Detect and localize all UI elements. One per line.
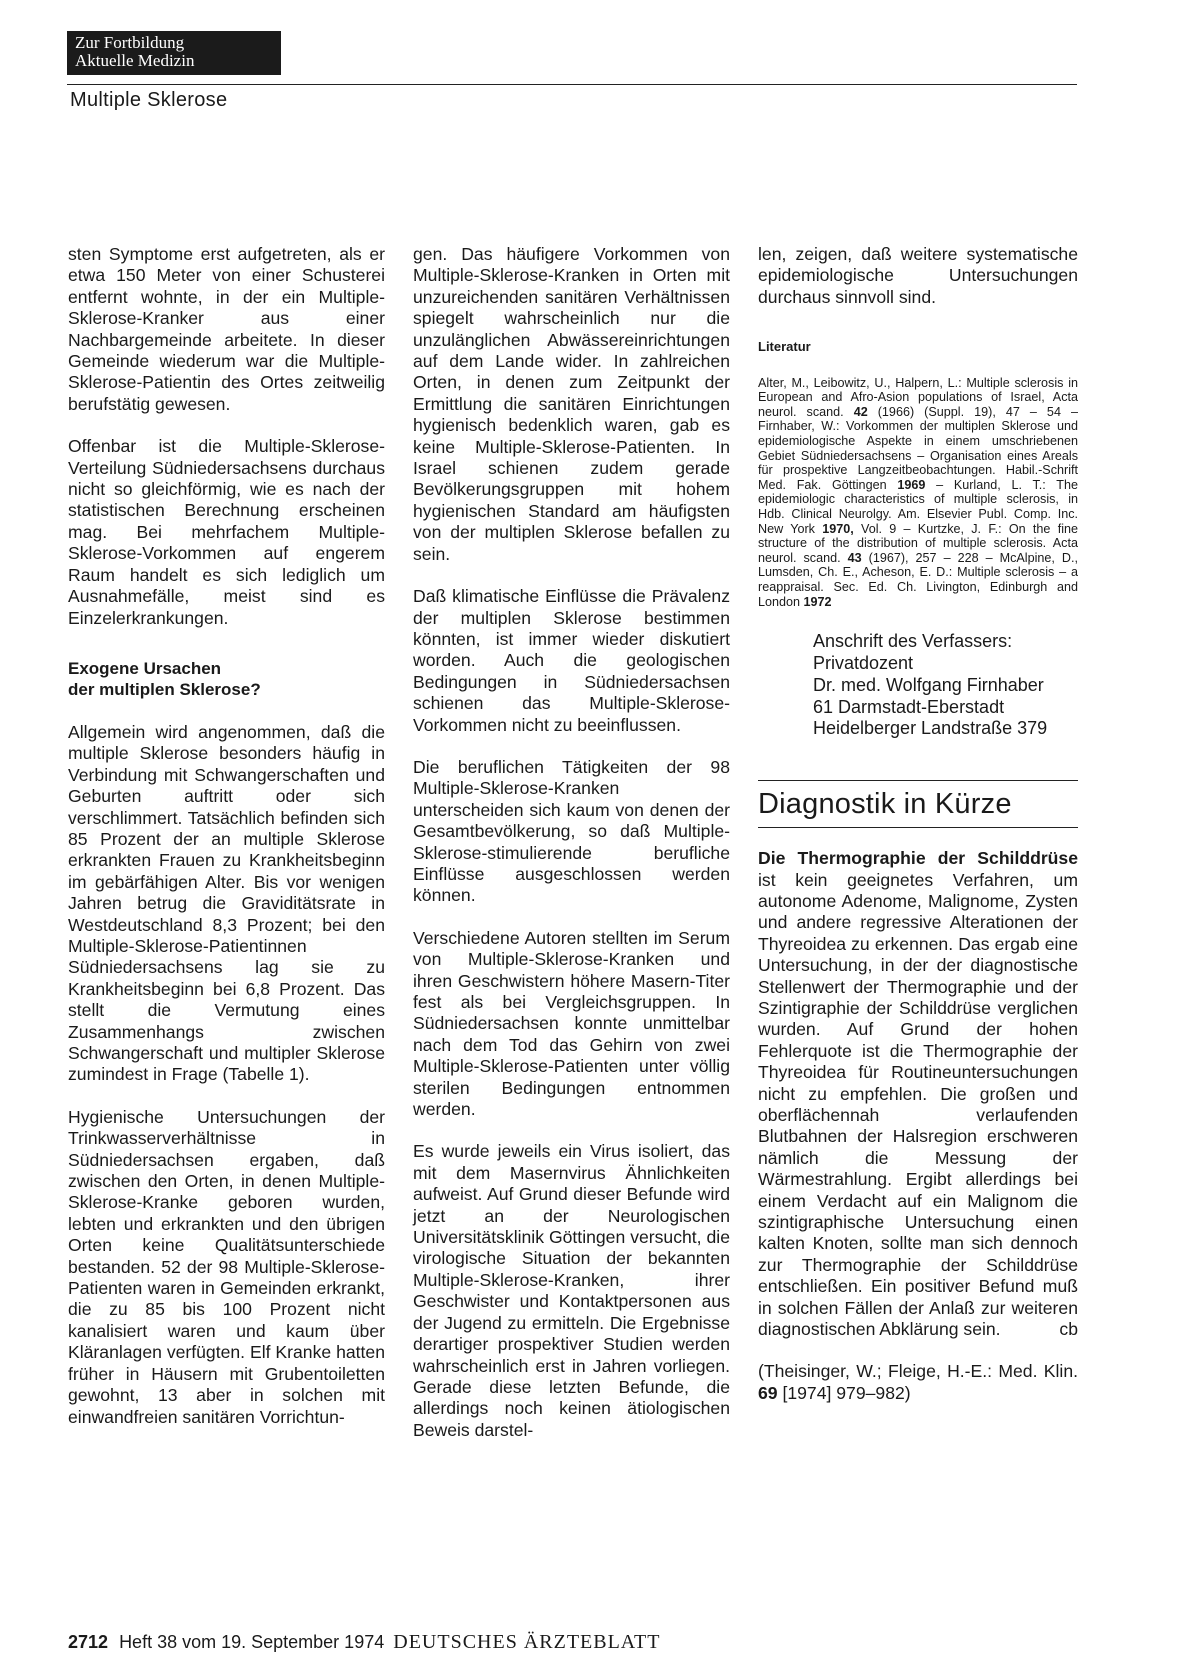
paragraph: gen. Das häufigere Vorkommen von Multiple-Sklerose-Kranken in Orten mit unzureichenden sanitären Verhältnissen spiegelt wahrscheinlich nur die unzulänglichen Abwässereinrichtungen auf dem Lande wider. In zahlreichen Orten, in denen zum Zeitpunkt der Ermittlung die sanitären Einrichtungen hygienisch bedenklich waren, gab es keine Multiple-Sklerose-Patienten. In Israel schienen zudem gerade Bevölkerungsgruppen mit hohem hygienischen Standard am häufigsten von der multiplen Sklerose befallen zu sein. [413,244,730,564]
column-1 [68,244,385,1449]
header-rule [67,84,1077,85]
column-2 [413,244,730,1462]
ref-text: (1967), 257 – 228 – McAlpine, D., Lumsden, Ch. E., Acheson, E. D.: Multiple sclerosis – a reappraisal. Sec. Ed. Ch. Livington, Edinburgh and London [758,550,1078,609]
author-address [813,631,1078,740]
diagnostik-lead: Die Thermographie der Schilddrüse [758,848,1078,869]
box-rule-bottom [758,827,1078,828]
issue-info: Heft 38 vom 19. September 1974 [119,1632,385,1652]
paragraph: Die beruflichen Tätigkeiten der 98 Multiple-Sklerose-Kranken unterscheiden sich kaum von denen der Gesamtbevölkerung, so daß Multiple-Sklerose-stimulierende berufliche Einflüsse ausgeschlossen werden können. [413,756,730,906]
paragraph: Daß klimatische Einflüsse die Prävalenz der multiplen Sklerose bestimmen könnten, ist immer wieder diskutiert worden. Auch die geologischen Bedingungen in Südniedersachsen schienen das Multiple-Sklerose-Vorkommen nicht zu beeinflussen. [413,586,730,735]
section-heading [68,658,385,700]
ref-volume: 43 [847,550,862,565]
diagnostik-heading: Diagnostik in Kürze [758,788,1012,821]
citation-text: [1974] 979–982) [777,1382,911,1403]
ref-text: – Kurland, L. T.: The epidemiologic characteristics of multiple sclerosis, in Hdb. Clinical Neurolgy. Am. Elsevier Publ. Comp. Inc. New York [758,477,1078,536]
paragraph: len, zeigen, daß weitere systematische epidemiologische Untersuchungen durchaus sinnvoll sind. [758,244,1078,307]
section-tag-line1: Zur Fortbildung [75,33,185,52]
page-footer [68,1631,660,1654]
address-line: Dr. med. Wolfgang Firnhaber [813,674,1044,695]
address-line: Anschrift des Verfassers: [813,631,1013,652]
address-line: Heidelberger Landstraße 379 [813,718,1048,739]
paragraph: Verschiedene Autoren stellten im Serum von Multiple-Sklerose-Kranken und ihren Geschwistern höhere Masern-Titer fest als bei Vergleichsgruppen. In Südniedersachsen konnte unmittelbar nach dem Tod das Gehirn von zwei Multiple-Sklerose-Patienten unter völlig sterilen Bedingungen entnommen werden. [413,927,730,1120]
ref-volume: 42 [853,404,868,419]
ref-year: 1969 [897,477,926,492]
ref-text: Alter, M., Leibowitz, U., Halpern, L.: Multiple sclerosis in European and Afro-Asion populations of Israel, Acta neurol. scand. [758,375,1078,419]
paragraph: Allgemein wird angenommen, daß die multiple Sklerose besonders häufig in Verbindung mit Schwangerschaften und Geburten auftritt oder sich verschlimmert. Tatsächlich befinden sich 85 Prozent der an multiple Sklerose erkrankten Frauen zu Krankheitsbeginn im gebärfähigen Alter. Bis vor wenigen Jahren betrug die Graviditätsrate in Westdeutschland 8,3 Prozent; bei den Multiple-Sklerose-Patientinnen Südniedersachsens lag sie zu Krankheitsbeginn bei 6,8 Prozent. Das stellt die Vermutung eines Zusammenhangs zwischen Schwangerschaft und multipler Sklerose zumindest in Frage (Tabelle 1). [68,721,385,1085]
paragraph: sten Symptome erst aufgetreten, als er etwa 150 Meter von einer Schusterei entfernt wohnte, in der ein Multiple-Sklerose-Kranker aus einer Nachbargemeinde arbeitete. In dieser Gemeinde wiederum war die Multiple-Sklerose-Patientin des Ortes zeitweilig berufstätig gewesen. [68,244,385,414]
section-tag-line2: Aktuelle Medizin [75,51,195,70]
journal-name: DEUTSCHES ÄRZTEBLATT [393,1631,661,1653]
reference-list [758,376,1078,610]
page-number: 2712 [68,1632,109,1652]
ref-year: 1972 [803,594,832,609]
section-heading-line2: der multiplen Sklerose? [68,679,261,699]
paragraph: Es wurde jeweils ein Virus isoliert, das mit dem Masernvirus Ähnlichkeiten aufweist. Auf Grund dieser Befunde wird jetzt an der Neurologischen Universitätsklinik Göttingen versucht, die virologische Situation der bekannten Multiple-Sklerose-Kranken, ihrer Geschwister und Kontaktpersonen aus der Jugend zu ermitteln. Die Ergebnisse derartiger prospektiver Studien werden wahrscheinlich erst in Jahren vorliegen. Gerade diese letzten Befunde, die allerdings noch keinen ätiologischen Beweis darstel- [413,1141,730,1440]
author-initials: cb [1059,1319,1078,1340]
paragraph: Hygienische Untersuchungen der Trinkwasserverhältnisse in Südniedersachsen ergaben, daß zwischen den Orten, in denen Multiple-Sklerose-Kranke geboren wurden, lebten und erkrankten und den übrigen Orten keine Qualitätsunterschiede bestanden. 52 der 98 Multiple-Sklerose-Patienten waren in Gemeinden erkrankt, die zu 85 bis 100 Prozent nicht kanalisiert waren und kaum über Kläranlagen verfügten. Elf Kranke hatten früher in Häusern mit Grubentoiletten gewohnt, 13 aber in solchen mit einwandfreien sanitären Vorrichtun- [68,1106,385,1427]
section-tag [67,31,281,75]
ref-year: 1970, [822,521,854,536]
page-topic: Multiple Sklerose [70,89,228,111]
column-3 [758,244,1078,1425]
citation [758,1361,1078,1404]
citation-text: (Theisinger, W.; Fleige, H.-E.: Med. Klin. [758,1361,1078,1382]
ref-text: Vol. 9 – Kurtzke, J. F.: On the fine structure of the distribution of multiple sclerosis. Acta neurol. scand. [758,521,1079,565]
box-rule-top [758,780,1078,781]
address-line: Privatdozent [813,652,914,673]
citation-volume: 69 [758,1382,778,1403]
literature-heading: Literatur [758,339,811,355]
address-line: 61 Darmstadt-Eberstadt [813,696,1005,717]
section-heading-line1: Exogene Ursachen [68,658,222,678]
diagnostik-paragraph [758,848,1078,1340]
paragraph: Offenbar ist die Multiple-Sklerose-Verteilung Südniedersachsens durchaus nicht so gleichförmig, wie es nach der statistischen Berechnung erscheinen mag. Bei mehrfachem Multiple-Sklerose-Vorkommen auf engerem Raum handelt es sich lediglich um Ausnahmefälle, meist sind es Einzelerkrankungen. [68,436,385,628]
ref-text: (1966) (Suppl. 19), 47 – 54 – Firnhaber, W.: Vorkommen der multiplen Sklerose und epidemiologische Aspekte in einem umschriebenen Gebiet Südniedersachsens – Organisation eines Areals für prospektive Langzeitbeobachtungen. Habil.-Schrift Med. Fak. Göttingen [758,404,1078,492]
diagnostik-text: ist kein geeignetes Verfahren, um autonome Adenome, Malignome, Zysten und andere regressive Alterationen der Thyreoidea zu erkennen. Das ergab eine Untersuchung, in der der diagnostische Stellenwert der Thermographie und der Szintigraphie der Schilddrüse verglichen wurden. Auf Grund der hohen Fehlerquote ist die Thermographie der Thyreoidea für Routineuntersuchungen nicht zu empfehlen. Die großen und oberflächennah verlaufenden Blutbahnen der Halsregion erschweren nämlich die Messung der Wärmestrahlung. Ergibt allerdings bei einem Verdacht auf ein Malignom die szintigraphische Untersuchung einen kalten Knoten, sollte man sich dennoch zur Thermographie der Schilddrüse entschließen. Ein positiver Befund muß in solchen Fällen der Anlaß zur weiteren diagnostischen Abklärung sein. [758,869,1078,1340]
